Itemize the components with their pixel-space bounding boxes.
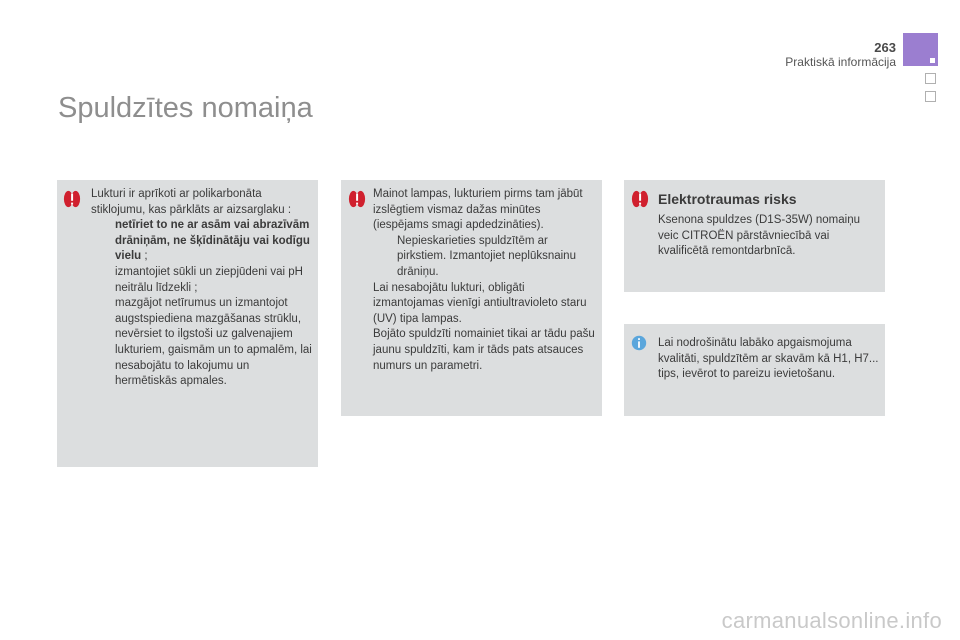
section-tab-outline-1[interactable]	[925, 73, 936, 84]
panel-left-intro: Lukturi ir aprīkoti ar polikarbonāta stiklojumu, kas pārklāts ar aizsarglaku :	[91, 188, 292, 216]
risk-title: Elektrotraumas risks	[658, 191, 797, 207]
panel-middle-intro: Mainot lampas, lukturiem pirms tam jābūt izslēgtiem vismaz dažas minūtes (iespējams smagi apdedzināties).	[373, 188, 583, 232]
warning-icon	[631, 190, 649, 208]
list-item	[91, 296, 313, 390]
bullet-marker	[91, 265, 115, 296]
section-tab-active[interactable]	[903, 33, 938, 66]
section-tab-dot	[930, 58, 935, 63]
list-item	[373, 234, 595, 281]
bullet3-text: mazgājot netīrumus un izmantojot augstspiediena mazgāšanas strūklu, nevērsiet to ilgstoši uz galvenajiem lukturiem, gaismām un to apmalēm, lai nesabojātu to lakojumu un hermētiskās apmales.	[115, 297, 312, 388]
bullet-marker	[91, 218, 115, 265]
section-tab-outline-2[interactable]	[925, 91, 936, 102]
watermark: carmanualsonline.info	[721, 608, 942, 633]
warning-icon	[63, 190, 81, 208]
section-label: Praktiskā informācija	[785, 55, 896, 69]
page-title: Spuldzītes nomaiņa	[58, 92, 313, 124]
bullet1-bold: netīriet to ne ar asām vai abrazīvām drāniņām, ne šķīdinātāju vai kodīgu vielu	[115, 219, 310, 263]
bullet-marker	[91, 296, 115, 390]
info-icon	[631, 335, 647, 351]
page-number: 263	[874, 40, 896, 55]
panel-middle-para3: Bojāto spuldzīti nomainiet tikai ar tādu pašu jaunu spuldzīti, kam ir tāds pats atsauces numurs un parametri.	[373, 328, 595, 372]
list-item	[91, 265, 313, 296]
panel-middle-para2: Lai nesabojātu lukturi, obligāti izmantojamas vienīgi antiultravioleto staru (UV) tipa lampas.	[373, 281, 587, 325]
bullet-marker	[373, 234, 397, 281]
risk-body: Ksenona spuldzes (D1S-35W) nomaiņu veic CITROËN pārstāvniecībā vai kvalificētā remontdarbnīcā.	[658, 214, 860, 258]
warning-icon	[348, 190, 366, 208]
bullet2-text: izmantojiet sūkli un ziepjūdeni vai pH neitrālu līdzekli ;	[115, 265, 303, 294]
panel-middle-bullet1: Nepieskarieties spuldzītēm ar pirkstiem. Izmantojiet neplūksnainu drāniņu.	[397, 234, 576, 278]
info-body: Lai nodrošinātu labāko apgaismojuma kvalitāti, spuldzītēm ar skavām kā H1, H7... tips, ievērot to pareizu ievietošanu.	[658, 337, 879, 381]
panel-middle-text	[373, 187, 595, 374]
list-item	[91, 218, 313, 265]
panel-left-text	[91, 187, 313, 390]
bullet1-tail: ;	[141, 250, 148, 263]
